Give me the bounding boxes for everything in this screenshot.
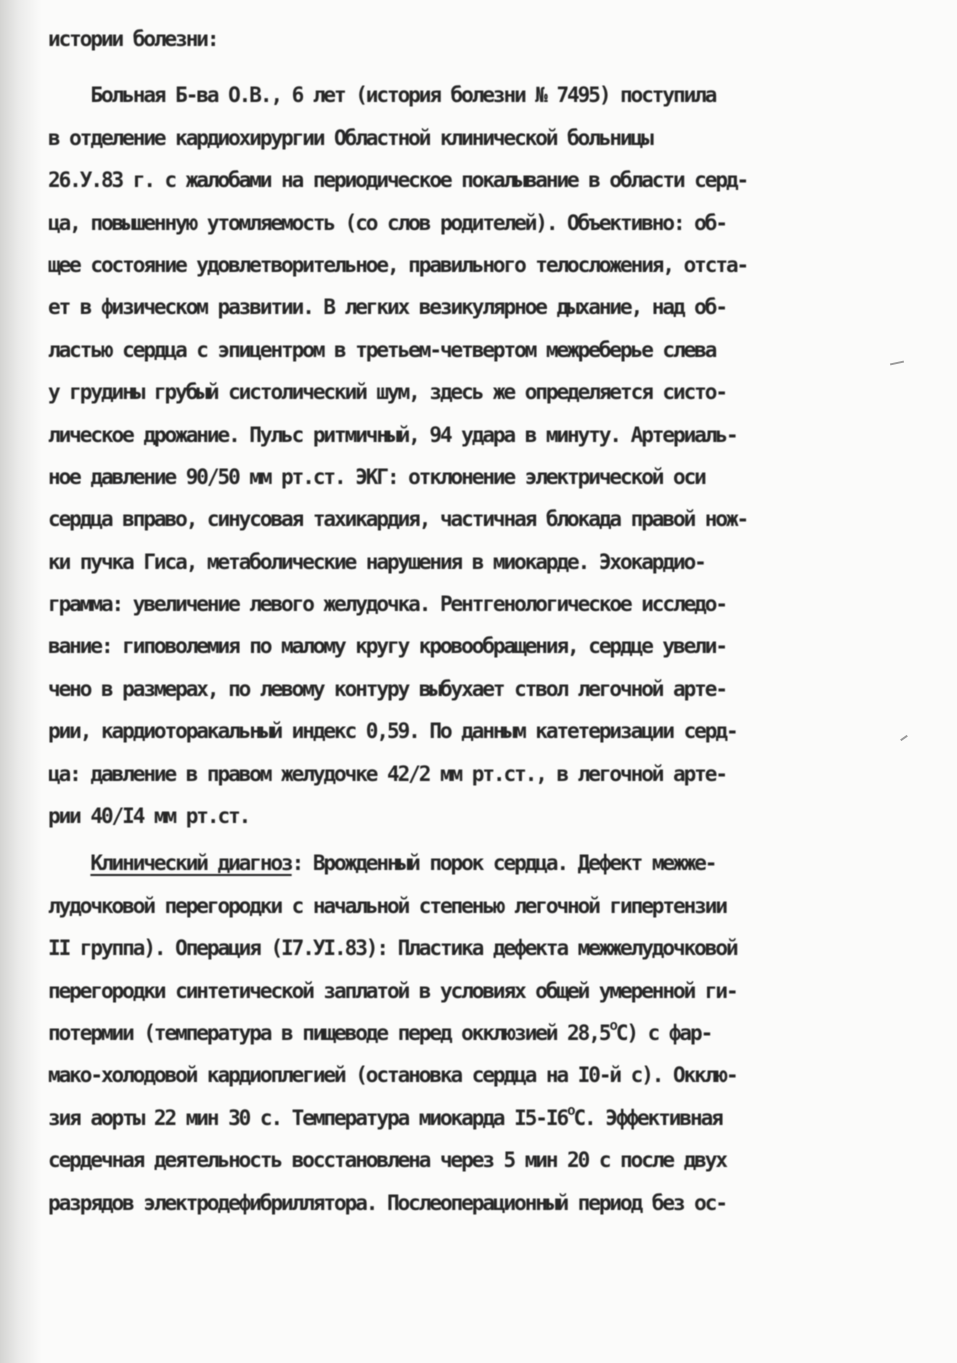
- text-line: ет в физическом развитии. В легких везикулярное дыхание, над об-: [48, 295, 726, 320]
- text-segment: зия аорты 22 мин 30 с. Температура миокарда I5-I6: [48, 1105, 568, 1130]
- text-line: чено в размерах, по левому контуру выбухает ствол легочной арте-: [48, 676, 726, 701]
- text-line: сердца вправо, синусовая тахикардия, частичная блокада правой нож-: [48, 507, 748, 532]
- text-line: разрядов электродефибриллятора. Послеоперационный период без ос-: [48, 1190, 726, 1215]
- text-segment: потермии (температура в пищеводе перед окклюзией 28,5: [48, 1020, 610, 1045]
- scan-binding-shadow: [0, 0, 42, 1363]
- text-line: 26.У.83 г. с жалобами на периодическое покалывание в области серд-: [48, 168, 748, 193]
- degree-symbol: o: [567, 1102, 574, 1119]
- text-line: ца, повышенную утомляемость (со слов родителей). Объективно: об-: [48, 210, 726, 235]
- typewritten-text: [48, 18, 898, 1224]
- text-line: щее состояние удовлетворительное, правильного телосложения, отста-: [48, 252, 748, 277]
- text-line: ки пучка Гиса, метаболические нарушения в миокарде. Эхокардио-: [48, 549, 705, 574]
- text-line: вание: гиповолемия по малому кругу кровообращения, сердце увели-: [48, 634, 726, 659]
- margin-mark: [900, 735, 908, 741]
- text-line: мако-холодовой кардиоплегией (остановка сердца на I0-й с). Окклю-: [48, 1063, 737, 1088]
- text-line: [48, 1012, 898, 1054]
- text-line: перегородки синтетической заплатой в условиях общей умеренной ги-: [48, 978, 737, 1003]
- text-segment: C. Эффективная: [573, 1105, 722, 1130]
- degree-symbol: o: [609, 1017, 616, 1034]
- text-line: лудочковой перегородки с начальной степенью легочной гипертензии: [48, 893, 726, 918]
- text-line: ца: давление в правом желудочке 42/2 мм рт.ст., в легочной арте-: [48, 761, 726, 786]
- text-line: у грудины грубый систолический шум, здесь же определяется систо-: [48, 380, 726, 405]
- text-line: II группа). Операция (I7.УI.83): Пластика дефекта межжелудочковой: [48, 936, 737, 961]
- text-line: сердечная деятельность восстановлена через 5 мин 20 с после двух: [48, 1148, 726, 1173]
- header-fragment: истории болезни:: [48, 27, 218, 51]
- text-line: Больная Б-ва О.В., 6 лет (история болезни № 7495) поступила: [48, 83, 716, 108]
- text-line: ное давление 90/50 мм рт.ст. ЭКГ: отклонение электрической оси: [48, 464, 705, 489]
- text-line: лическое дрожание. Пульс ритмичный, 94 удара в минуту. Артериаль-: [48, 422, 737, 447]
- text-line: ластью сердца с эпицентром в третьем-четвертом межреберье слева: [48, 337, 716, 362]
- text-line: рии, кардиоторакальный индекс 0,59. По данным катетеризации серд-: [48, 719, 737, 744]
- text-line: [48, 1097, 898, 1139]
- diagnosis-text: : Врожденный порок сердца. Дефект межже-: [291, 851, 716, 876]
- diagnosis-heading: Клинический диагноз: [90, 851, 292, 876]
- text-line: грамма: увеличение левого желудочка. Рентгенологическое исследо-: [48, 592, 726, 617]
- text-line: [48, 842, 898, 884]
- diagnosis-paragraph: [48, 842, 898, 1224]
- text-line: рии 40/I4 мм рт.ст.: [48, 804, 250, 829]
- text-line: в отделение кардиохирургии Областной клинической больницы: [48, 125, 652, 150]
- case-paragraph: [48, 74, 898, 837]
- text-segment: C) с фар-: [615, 1020, 712, 1045]
